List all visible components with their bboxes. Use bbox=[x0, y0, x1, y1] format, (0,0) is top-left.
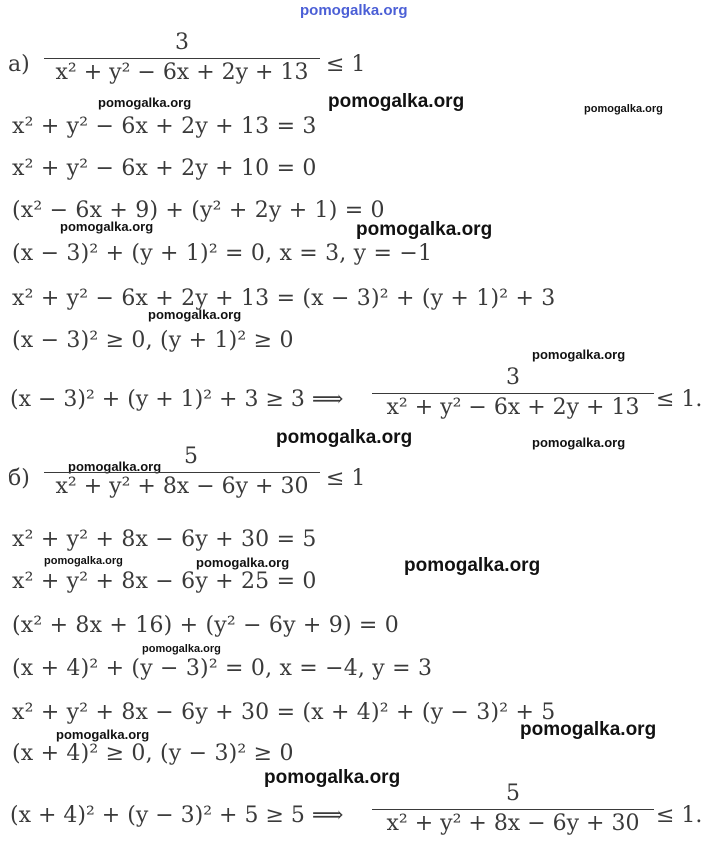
watermark: pomogalka.org bbox=[404, 555, 541, 576]
watermark-top: pomogalka.org bbox=[300, 2, 408, 19]
watermark: pomogalka.org bbox=[142, 643, 221, 655]
watermark: pomogalka.org bbox=[356, 219, 493, 240]
part-a-conclusion-fraction bbox=[372, 365, 654, 421]
fraction-bar bbox=[372, 393, 654, 394]
fraction-bar bbox=[44, 58, 320, 59]
watermark: pomogalka.org bbox=[98, 95, 192, 110]
part-b-conclusion-lhs: (x + 4)² + (y − 3)² + 5 ≥ 5 ⟹ bbox=[10, 803, 344, 828]
watermark: pomogalka.org bbox=[520, 719, 657, 740]
fraction-bar bbox=[372, 809, 654, 810]
watermark: pomogalka.org bbox=[196, 555, 290, 570]
part-b-line-3: (x² + 8x + 16) + (y² − 6y + 9) = 0 bbox=[12, 613, 399, 638]
watermark: pomogalka.org bbox=[148, 307, 242, 322]
fraction-numerator: 5 bbox=[506, 781, 520, 806]
part-a-conclusion-rhs: ≤ 1. bbox=[656, 387, 703, 412]
part-a-line-2: x² + y² − 6x + 2y + 10 = 0 bbox=[12, 156, 317, 181]
fraction-numerator: 3 bbox=[506, 365, 520, 390]
fraction-numerator: 3 bbox=[175, 30, 189, 55]
fraction-denominator: x² + y² + 8x − 6y + 30 bbox=[55, 474, 309, 499]
part-b-line-6: (x + 4)² ≥ 0, (y − 3)² ≥ 0 bbox=[12, 741, 294, 766]
watermark: pomogalka.org bbox=[532, 435, 626, 450]
watermark: pomogalka.org bbox=[276, 427, 413, 448]
fraction-numerator: 5 bbox=[184, 444, 198, 469]
part-a-line-4: (x − 3)² + (y + 1)² = 0, x = 3, y = −1 bbox=[12, 241, 433, 266]
part-a-fraction bbox=[44, 30, 320, 86]
part-b-line-2: x² + y² + 8x − 6y + 25 = 0 bbox=[12, 569, 317, 594]
part-b-line-4: (x + 4)² + (y − 3)² = 0, x = −4, y = 3 bbox=[12, 656, 433, 681]
part-b-conclusion-fraction bbox=[372, 781, 654, 837]
part-a-conclusion-lhs: (x − 3)² + (y + 1)² + 3 ≥ 3 ⟹ bbox=[10, 387, 344, 412]
part-b-line-1: x² + y² + 8x − 6y + 30 = 5 bbox=[12, 527, 317, 552]
watermark: pomogalka.org bbox=[68, 459, 162, 474]
watermark: pomogalka.org bbox=[532, 347, 626, 362]
part-a-line-5: x² + y² − 6x + 2y + 13 = (x − 3)² + (y + 1)² + 3 bbox=[12, 286, 556, 311]
part-b-label: б) bbox=[8, 466, 30, 491]
watermark: pomogalka.org bbox=[264, 767, 401, 788]
fraction-denominator: x² + y² + 8x − 6y + 30 bbox=[386, 811, 640, 836]
part-a-line-6: (x − 3)² ≥ 0, (y + 1)² ≥ 0 bbox=[12, 328, 294, 353]
watermark: pomogalka.org bbox=[328, 91, 465, 112]
part-a-line-1: x² + y² − 6x + 2y + 13 = 3 bbox=[12, 114, 317, 139]
part-a-rhs: ≤ 1 bbox=[326, 52, 366, 77]
part-b-conclusion-rhs: ≤ 1. bbox=[656, 803, 703, 828]
part-b-line-5: x² + y² + 8x − 6y + 30 = (x + 4)² + (y − 3)² + 5 bbox=[12, 700, 556, 725]
part-a-label: а) bbox=[8, 52, 30, 77]
part-b-rhs: ≤ 1 bbox=[326, 466, 366, 491]
fraction-denominator: x² + y² − 6x + 2y + 13 bbox=[55, 60, 309, 85]
watermark: pomogalka.org bbox=[60, 219, 154, 234]
fraction-denominator: x² + y² − 6x + 2y + 13 bbox=[386, 395, 640, 420]
part-b-fraction bbox=[44, 444, 320, 500]
fraction-bar bbox=[44, 472, 320, 473]
watermark: pomogalka.org bbox=[44, 555, 123, 567]
watermark: pomogalka.org bbox=[56, 727, 150, 742]
watermark: pomogalka.org bbox=[584, 103, 663, 115]
part-a-line-3: (x² − 6x + 9) + (y² + 2y + 1) = 0 bbox=[12, 198, 385, 223]
